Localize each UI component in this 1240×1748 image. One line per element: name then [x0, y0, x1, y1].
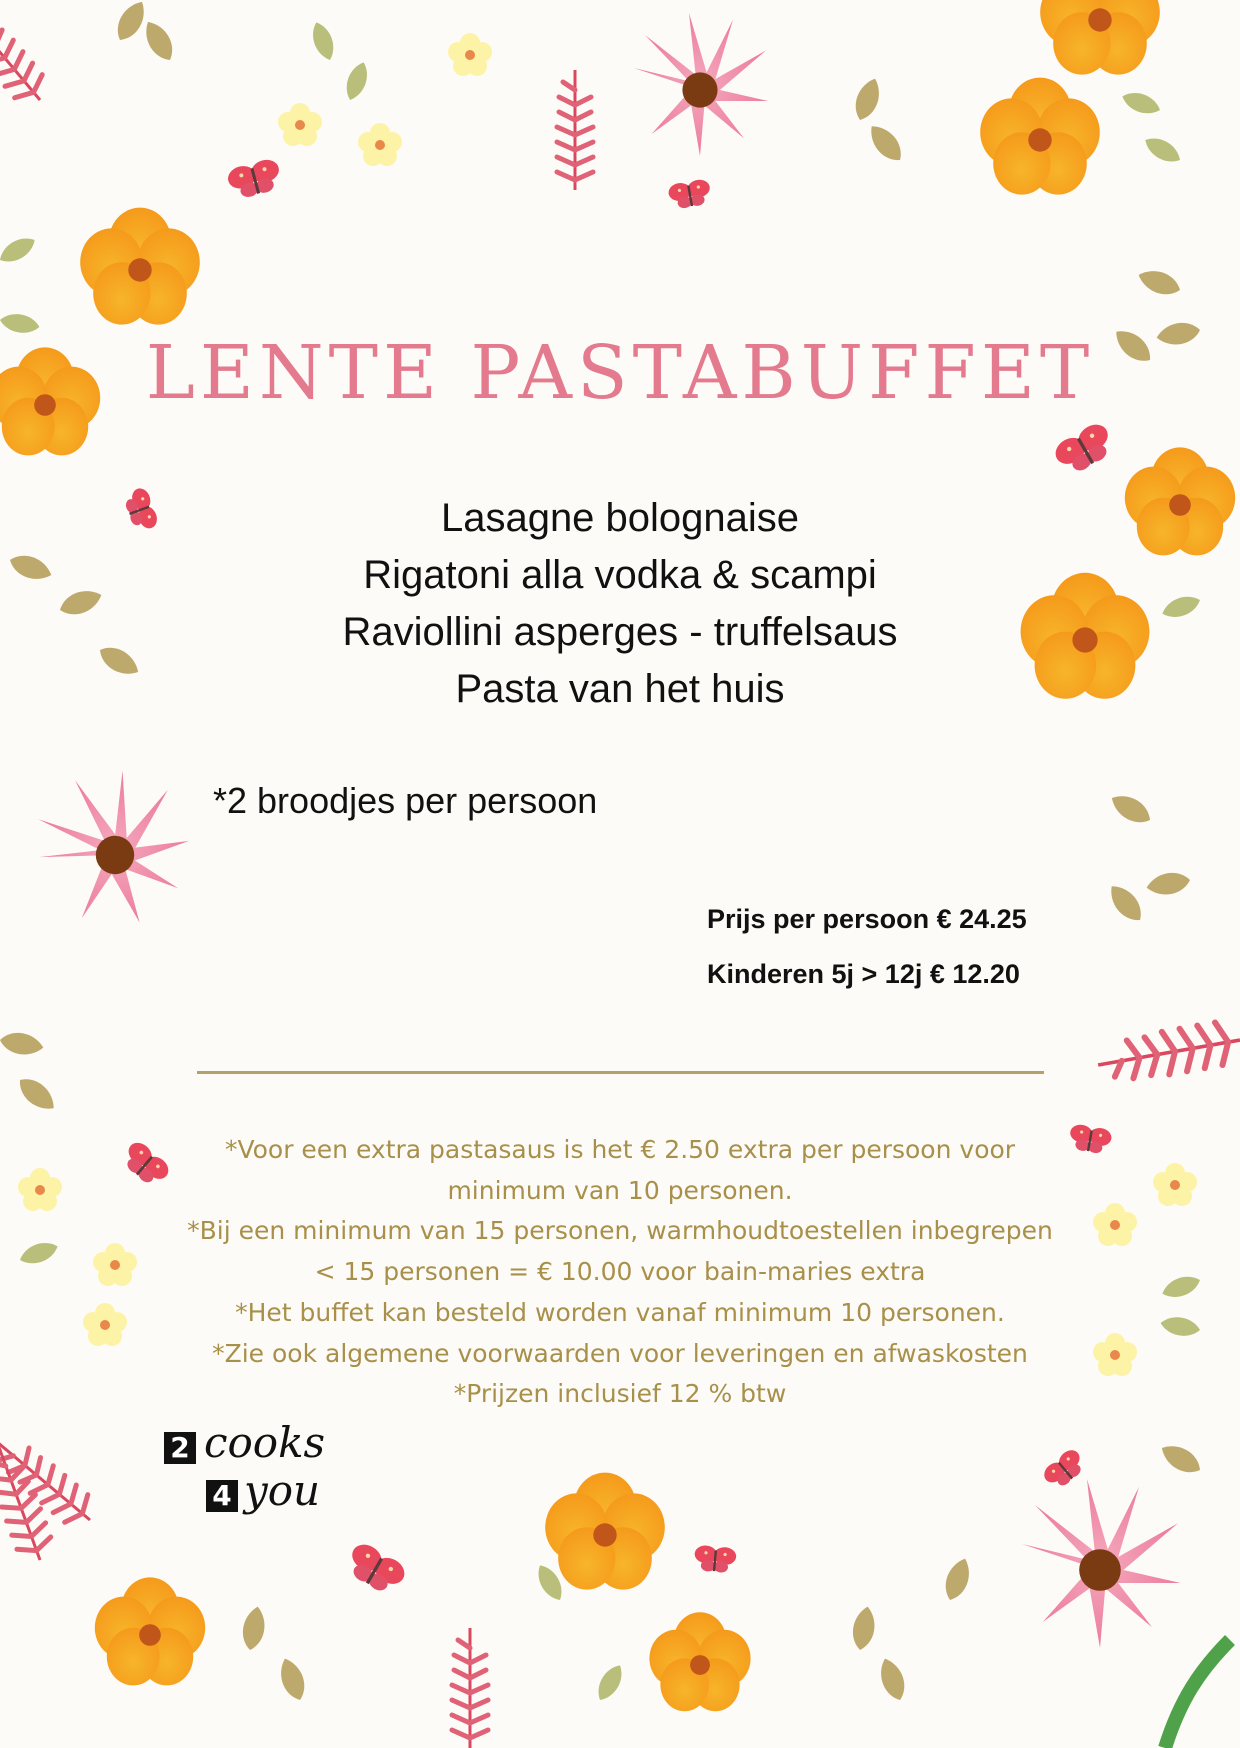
- bread-note: *2 broodjes per persoon: [213, 780, 598, 821]
- logo-digit-box: 4: [206, 1480, 238, 1512]
- condition-line: *Het buffet kan besteld worden vanaf minimum 10 personen.: [235, 1297, 1005, 1327]
- condition-line: *Bij een minimum van 15 personen, warmhoudtoestellen inbegrepen: [187, 1216, 1053, 1246]
- condition-line: *Zie ook algemene voorwaarden voor leveringen en afwaskosten: [212, 1338, 1028, 1368]
- condition-line: < 15 personen = € 10.00 voor bain-maries extra: [314, 1257, 926, 1287]
- logo-word: you: [244, 1466, 321, 1515]
- dish-item: Rigatoni alla vodka & scampi: [363, 553, 877, 597]
- logo-digit-box: 2: [164, 1432, 196, 1464]
- conditions-list: [0, 1130, 1240, 1415]
- dish-item: Pasta van het huis: [455, 667, 785, 711]
- adult-price: Prijs per persoon € 24.25: [707, 904, 1027, 934]
- condition-line: *Voor een extra pastasaus is het € 2.50 extra per persoon voor: [224, 1135, 1016, 1164]
- logo-word: cooks: [204, 1418, 326, 1467]
- menu-title: LENTE PASTABUFFET: [145, 330, 1095, 416]
- condition-line: minimum van 10 personen.: [447, 1175, 793, 1205]
- dish-list: [0, 490, 1240, 718]
- condition-line: *Prijzen inclusief 12 % btw: [453, 1379, 787, 1409]
- brand-logo: [162, 1418, 332, 1546]
- dish-item: Raviollini asperges - truffelsaus: [342, 610, 898, 654]
- divider-line: [197, 1071, 1044, 1074]
- children-price: Kinderen 5j > 12j € 12.20: [707, 959, 1020, 989]
- dish-item: Lasagne bolognaise: [440, 496, 800, 540]
- flower-group-top: [0, 0, 1185, 210]
